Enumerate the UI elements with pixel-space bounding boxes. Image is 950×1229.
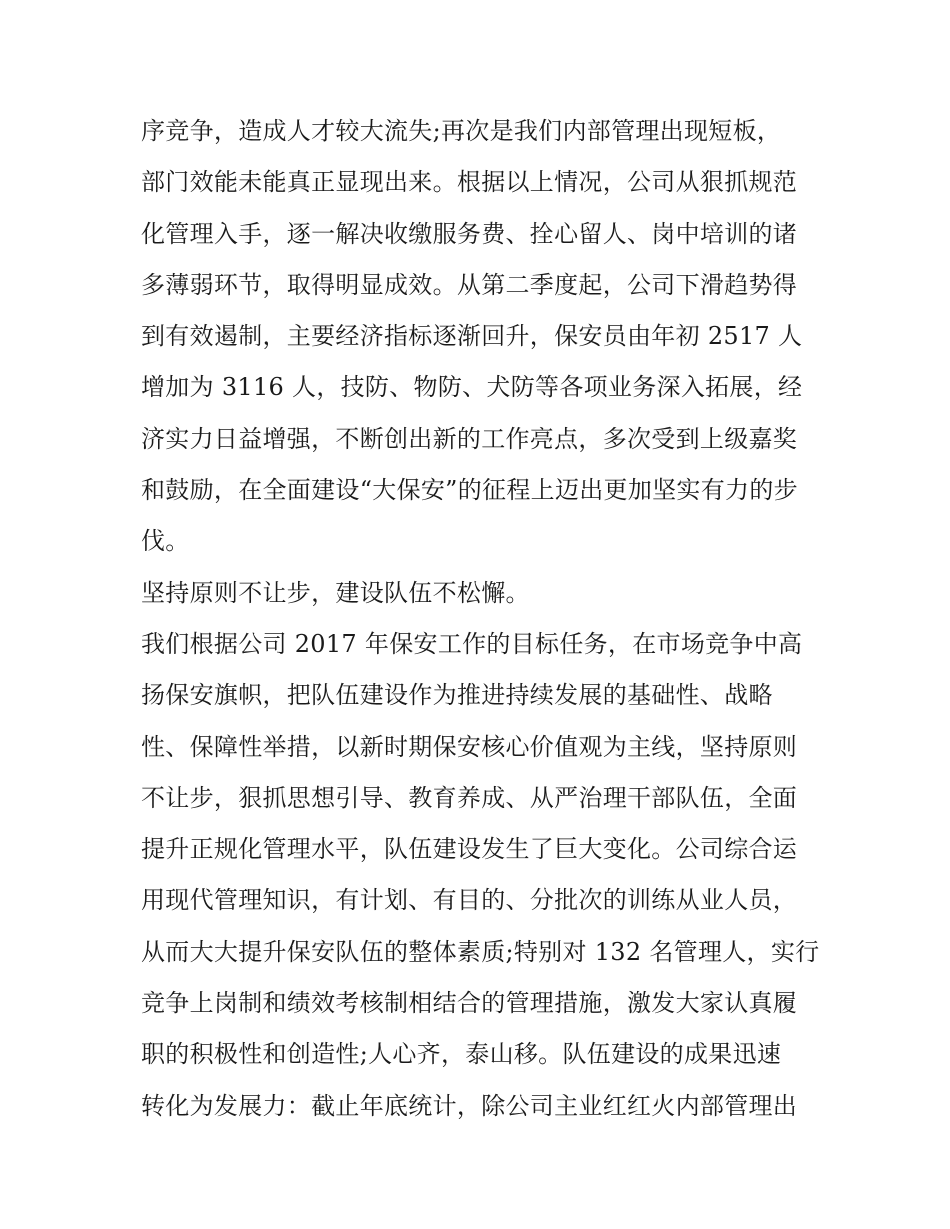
text-line: 序竞争，造成人才较大流失;再次是我们内部管理出现短板， [141,117,782,145]
section-heading: 坚持原则不让步，建设队伍不松懈。 [141,578,530,607]
text-line: 从而大大提升保安队伍的整体素质;特别对 132 名管理人，实行 [141,937,820,966]
text-line: 提升正规化管理水平，队伍建设发生了巨大变化。公司综合运 [141,835,798,864]
text-line: 和鼓励，在全面建设“大保安”的征程上迈出更加坚实有力的步 [141,476,798,505]
text-line: 化管理入手，逐一解决收缴服务费、拴心留人、岗中培训的诸 [141,219,798,248]
text-line: 多薄弱环节，取得明显成效。从第二季度起，公司下滑趋势得 [141,270,798,299]
text-line: 伐。 [141,527,190,556]
text-line: 部门效能未能真正显现出来。根据以上情况，公司从狠抓规范 [141,168,798,197]
text-line: 用现代管理知识，有计划、有目的、分批次的训练从业人员， [141,886,798,915]
text-line: 扬保安旗帜，把队伍建设作为推进持续发展的基础性、战略 [141,681,773,710]
text-line: 济实力日益增强，不断创出新的工作亮点，多次受到上级嘉奖 [141,424,798,453]
body-text [141,106,821,1132]
text-line: 到有效遏制，主要经济指标逐渐回升，保安员由年初 2517 人 [141,322,803,351]
text-line: 竞争上岗制和绩效考核制相结合的管理措施，激发大家认真履 [141,989,798,1018]
text-line: 转化为发展力：截止年底统计，除公司主业红红火内部管理出 [141,1091,798,1120]
text-line: 不让步，狠抓思想引导、教育养成、从严治理干部队伍，全面 [141,783,798,812]
text-line: 性、保障性举措，以新时期保安核心价值观为主线，坚持原则 [141,732,798,761]
text-line: 职的积极性和创造性;人心齐，泰山移。队伍建设的成果迅速 [141,1040,782,1069]
text-line: 增加为 3116 人，技防、物防、犬防等各项业务深入拓展，经 [141,373,803,402]
text-line: 我们根据公司 2017 年保安工作的目标任务，在市场竞争中高 [141,629,803,658]
